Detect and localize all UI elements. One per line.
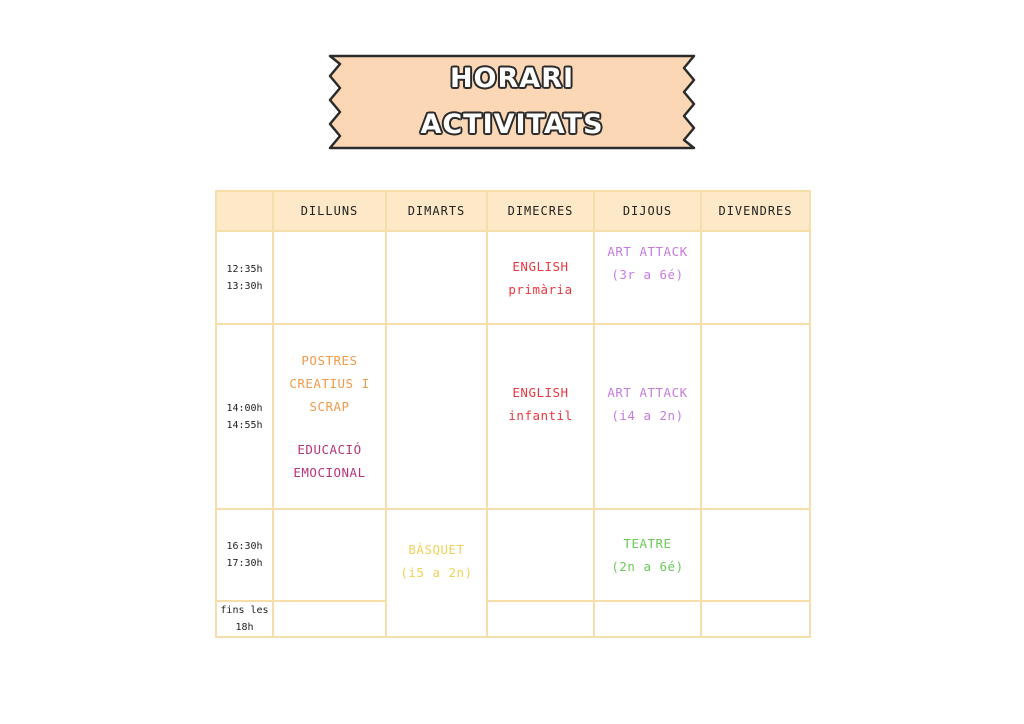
cell-empty	[701, 231, 810, 324]
activity-detail: (i5 a 2n)	[400, 565, 473, 580]
activity-detail: primària	[508, 281, 573, 297]
activity-line: POSTRES	[301, 353, 358, 368]
day-header-friday: DIVENDRES	[701, 191, 810, 231]
activity-educacio	[274, 438, 385, 484]
cell-empty	[386, 231, 487, 324]
day-header-monday: DILLUNS	[273, 191, 386, 231]
activity-teatre	[594, 509, 701, 601]
spacer	[274, 418, 385, 438]
day-header-tuesday: DIMARTS	[386, 191, 487, 231]
cell-empty	[701, 601, 810, 637]
activity-basquet	[386, 509, 487, 637]
activity-english-infantil	[487, 324, 594, 509]
time-end: 14:55h	[226, 419, 263, 431]
time-slot-4	[216, 601, 273, 637]
page-title	[326, 52, 698, 152]
cell-empty	[487, 509, 594, 601]
time-start: 14:00h	[226, 402, 263, 414]
corner-cell	[216, 191, 273, 231]
activity-detail: (2n a 6é)	[611, 559, 684, 574]
activity-name: ENGLISH	[512, 258, 569, 274]
activity-detail: (i4 a 2n)	[611, 408, 684, 423]
cell-empty	[273, 231, 386, 324]
table-row	[216, 231, 810, 324]
time-end: 13:30h	[226, 280, 263, 292]
table-row	[216, 601, 810, 637]
schedule-table	[215, 190, 811, 638]
activity-name: ART ATTACK	[607, 244, 688, 259]
table-row	[216, 324, 810, 509]
day-header-thursday: DIJOUS	[594, 191, 701, 231]
day-header-wednesday: DIMECRES	[487, 191, 594, 231]
title-line-1: HORARI	[449, 63, 575, 94]
activity-detail: infantil	[508, 408, 573, 423]
activity-art-attack-2	[594, 324, 701, 509]
cell-empty	[273, 509, 386, 601]
activity-postres-educacio	[273, 324, 386, 509]
activity-line: EDUCACIÓ	[297, 442, 362, 457]
time-start: fins les	[220, 605, 269, 616]
time-slot-1	[216, 231, 273, 324]
cell-empty	[701, 509, 810, 601]
time-start: 12:35h	[226, 263, 263, 275]
cell-empty	[273, 601, 386, 637]
activity-name: ENGLISH	[512, 385, 569, 400]
cell-empty	[487, 601, 594, 637]
cell-empty	[386, 324, 487, 509]
activity-name: ART ATTACK	[607, 385, 688, 400]
title-banner	[326, 52, 698, 152]
title-line-2: ACTIVITATS	[420, 109, 604, 140]
activity-line: SCRAP	[309, 399, 350, 414]
activity-postres	[274, 349, 385, 418]
activity-line: CREATIUS I	[289, 376, 370, 391]
activity-line: EMOCIONAL	[293, 465, 366, 480]
activity-name: BÀSQUET	[408, 542, 465, 557]
cell-empty	[701, 324, 810, 509]
time-end: 17:30h	[226, 558, 263, 569]
activity-detail: (3r a 6é)	[611, 267, 684, 282]
time-slot-3	[216, 509, 273, 601]
header-row	[216, 191, 810, 231]
activity-name: TEATRE	[623, 536, 672, 551]
activity-art-attack-1	[594, 231, 701, 324]
cell-empty	[594, 601, 701, 637]
activity-english-primaria	[487, 231, 594, 324]
time-slot-2	[216, 324, 273, 509]
time-end: 18h	[235, 622, 254, 633]
time-start: 16:30h	[226, 541, 263, 552]
table-row	[216, 509, 810, 601]
